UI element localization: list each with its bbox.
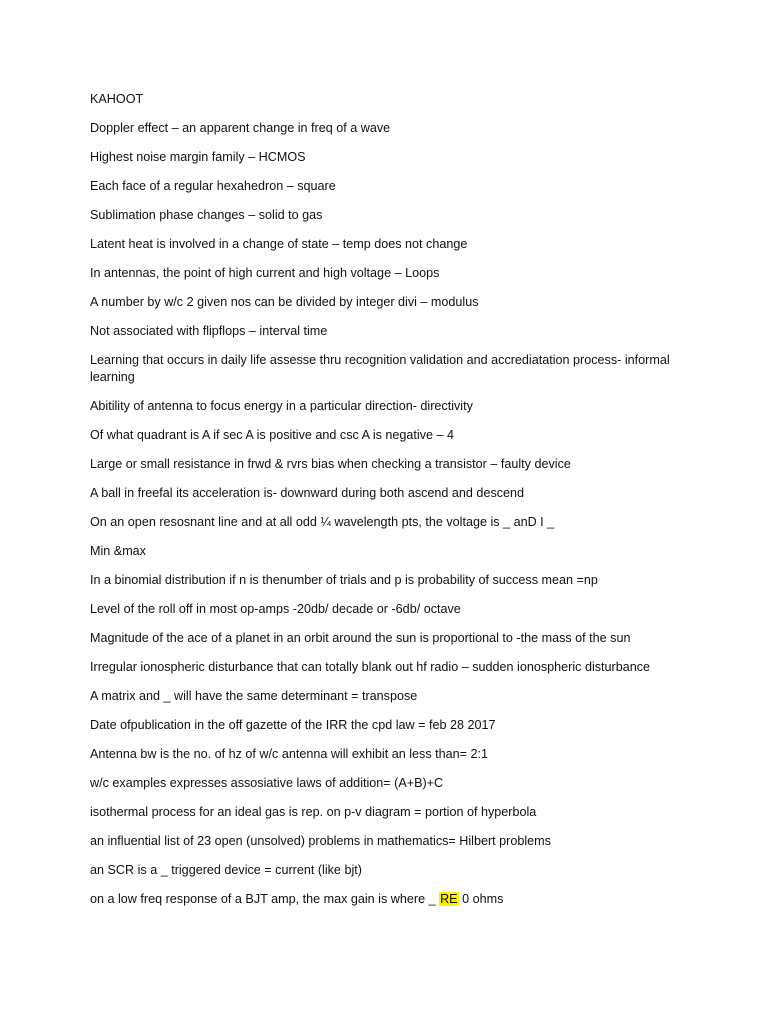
note-line: isothermal process for an ideal gas is rep. on p-v diagram = portion of hyperbola bbox=[90, 805, 537, 819]
note-line: w/c examples expresses assosiative laws of addition= (A+B)+C bbox=[90, 776, 444, 790]
note-line: Irregular ionospheric disturbance that can totally blank out hf radio – sudden ionospheric disturbance bbox=[90, 660, 651, 674]
note-line: Not associated with flipflops – interval time bbox=[90, 324, 328, 338]
note-line: Min &max bbox=[90, 544, 146, 558]
note-line: an SCR is a _ triggered device = current (like bjt) bbox=[90, 863, 362, 877]
document-title: KAHOOT bbox=[90, 92, 144, 106]
note-line: Each face of a regular hexahedron – square bbox=[90, 179, 336, 193]
highlighted-text: RE bbox=[440, 892, 458, 906]
note-line: Sublimation phase changes – solid to gas bbox=[90, 208, 323, 222]
note-line: Large or small resistance in frwd & rvrs bias when checking a transistor – faulty device bbox=[90, 457, 571, 471]
note-line: A matrix and _ will have the same determinant = transpose bbox=[90, 689, 418, 703]
note-line: A ball in freefal its acceleration is- downward during both ascend and descend bbox=[90, 486, 525, 500]
note-line: Latent heat is involved in a change of state – temp does not change bbox=[90, 237, 468, 251]
document-body bbox=[90, 91, 690, 920]
note-line: On an open resosnant line and at all odd ¼ wavelength pts, the voltage is _ anD I _ bbox=[90, 515, 555, 529]
note-line-highlighted bbox=[90, 891, 690, 908]
note-line: Level of the roll off in most op-amps -20db/ decade or -6db/ octave bbox=[90, 602, 461, 616]
note-line: Highest noise margin family – HCMOS bbox=[90, 150, 306, 164]
note-line: In antennas, the point of high current and high voltage – Loops bbox=[90, 266, 440, 280]
note-line: In a binomial distribution if n is thenumber of trials and p is probability of success mean =np bbox=[90, 573, 598, 587]
note-line: Doppler effect – an apparent change in freq of a wave bbox=[90, 121, 391, 135]
note-line: an influential list of 23 open (unsolved) problems in mathematics= Hilbert problems bbox=[90, 834, 551, 848]
note-line: Magnitude of the ace of a planet in an orbit around the sun is proportional to -the mass of the sun bbox=[90, 631, 631, 645]
note-line: A number by w/c 2 given nos can be divided by integer divi – modulus bbox=[90, 295, 479, 309]
note-line: Abitility of antenna to focus energy in a particular direction- directivity bbox=[90, 399, 473, 413]
line-text-after: 0 ohms bbox=[458, 892, 504, 906]
note-line: Antenna bw is the no. of hz of w/c antenna will exhibit an less than= 2:1 bbox=[90, 747, 489, 761]
note-line: Learning that occurs in daily life assesse thru recognition validation and accrediatation process- informal learning bbox=[90, 353, 670, 384]
note-line: Of what quadrant is A if sec A is positive and csc A is negative – 4 bbox=[90, 428, 455, 442]
note-line: Date ofpublication in the off gazette of the IRR the cpd law = feb 28 2017 bbox=[90, 718, 496, 732]
line-text-before: on a low freq response of a BJT amp, the max gain is where _ bbox=[90, 892, 440, 906]
